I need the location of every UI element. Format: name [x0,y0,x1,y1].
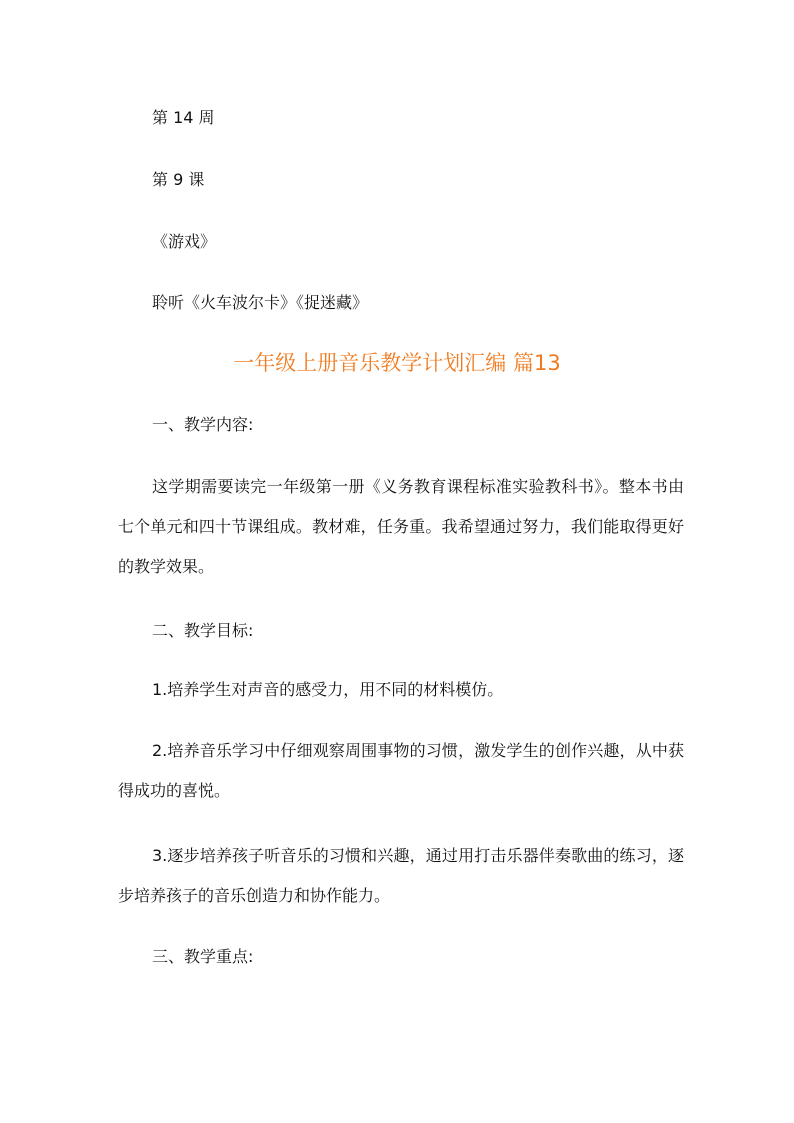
section3-title: 三、教学重点: [152,947,254,966]
section-heading: 一年级上册音乐教学计划汇编 篇13 [233,351,561,375]
section1-title: 一、教学内容: [152,415,254,434]
week-label: 第 14 周 [152,108,215,127]
goal-2: 2.培养音乐学习中仔细观察周围事物的习惯，激发学生的创作兴趣，从中获得成功的喜悦。 [118,741,684,800]
listening-line: 聆听《火车波尔卡》《捉迷藏》 [152,293,369,312]
section1-paragraph: 这学期需要读完一年级第一册《义务教育课程标准实验教科书》。整本书由七个单元和四十节课组成。教材难，任务重。我希望通过努力，我们能取得更好的教学效果。 [118,477,684,576]
goal-3: 3.逐步培养孩子听音乐的习惯和兴趣，通过用打击乐器伴奏歌曲的练习，逐步培养孩子的音乐创造力和协作能力。 [118,846,684,905]
lesson-label: 第 9 课 [152,170,205,189]
section2-title: 二、教学目标: [152,621,254,640]
goal-1: 1.培养学生对声音的感受力，用不同的材料模仿。 [152,680,504,699]
song-title: 《游戏》 [152,232,217,251]
